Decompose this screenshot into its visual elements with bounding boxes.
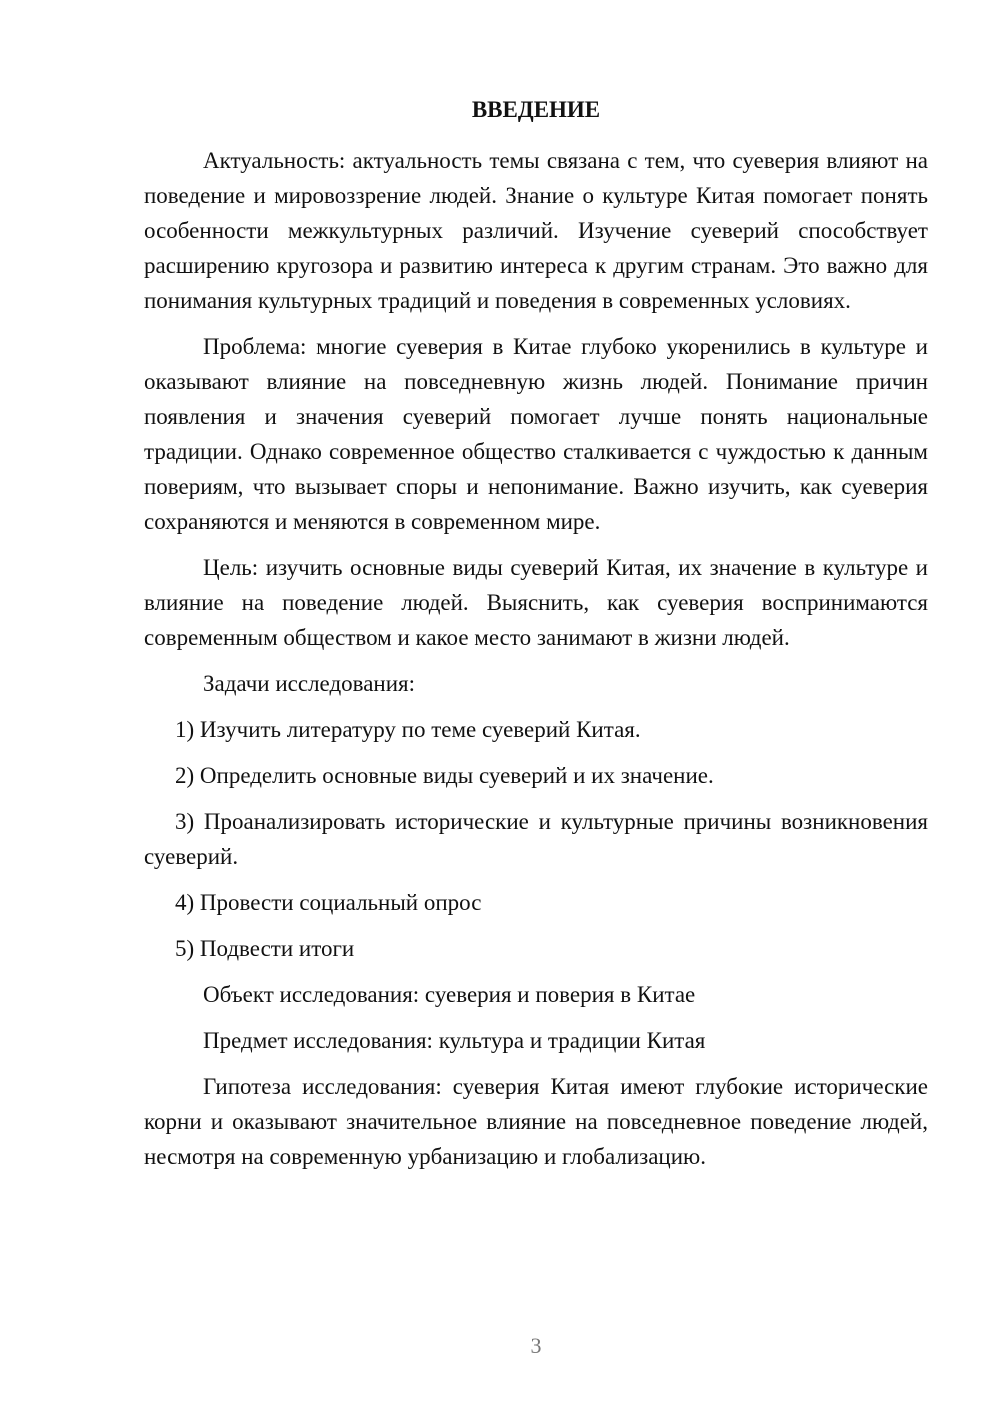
problem-paragraph: Проблема: многие суеверия в Китае глубоко укоренились в культуре и оказывают влияние на повседневную жизнь людей. Понимание причин появления и значения суеверий помогает лучше понять национальные традиции. Однако современное общество сталкивается с чуждостью к данным повериям, что вызывает споры и непонимание. Важно изучить, как суеверия сохраняются и меняются в современном мире. <box>144 334 928 534</box>
relevance-paragraph: Актуальность: актуальность темы связана с тем, что суеверия влияют на поведение и мировоззрение людей. Знание о культуре Китая помогает понять особенности межкультурных различий. Изучение суеверий способствует расширению кругозора и развитию интереса к другим странам. Это важно для понимания культурных традиций и поведения в современных условиях. <box>144 148 928 313</box>
research-object: Объект исследования: суеверия и поверия в Китае <box>203 982 696 1007</box>
hypothesis-paragraph: Гипотеза исследования: суеверия Китая имеют глубокие исторические корни и оказывают значительное влияние на повседневное поведение людей, несмотря на современную урбанизацию и глобализацию. <box>144 1074 928 1169</box>
task-item: 4) Провести социальный опрос <box>175 890 482 915</box>
task-item: 2) Определить основные виды суеверий и их значение. <box>175 763 714 788</box>
page-number: 3 <box>530 1333 542 1358</box>
task-item: 1) Изучить литературу по теме суеверий Китая. <box>175 717 641 742</box>
research-subject: Предмет исследования: культура и традиции Китая <box>203 1028 706 1053</box>
tasks-heading: Задачи исследования: <box>203 671 416 696</box>
goal-paragraph: Цель: изучить основные виды суеверий Китая, их значение в культуре и влияние на поведение людей. Выяснить, как суеверия воспринимаются современным обществом и какое место занимают в жизни людей. <box>144 555 928 650</box>
task-item: 5) Подвести итоги <box>175 936 355 961</box>
document-body <box>144 143 928 1185</box>
task-item: 3) Проанализировать исторические и культурные причины возникновения суеверий. <box>144 809 928 869</box>
section-heading: ВВЕДЕНИЕ <box>471 97 601 122</box>
